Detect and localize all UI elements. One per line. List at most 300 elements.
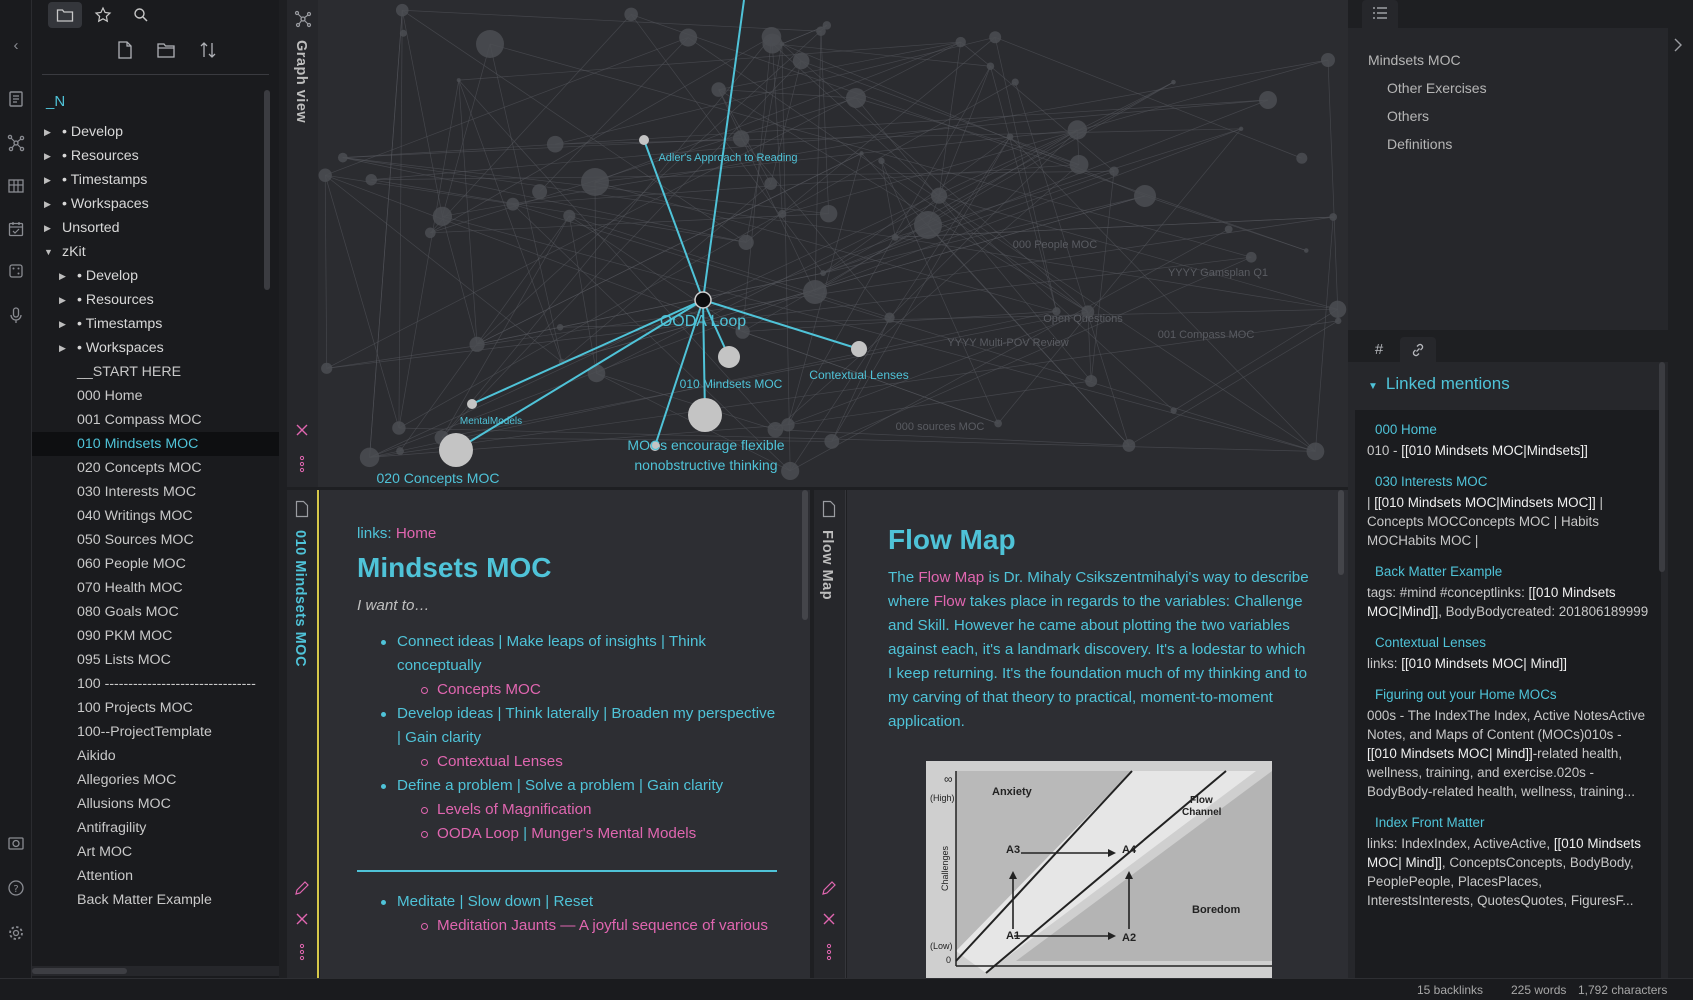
- graph-edge: [823, 137, 1010, 273]
- backlink-entry[interactable]: [1367, 420, 1649, 460]
- note-tab-strip-mindsets[interactable]: [287, 490, 319, 978]
- graph-node[interactable]: [1170, 407, 1176, 413]
- graph-node[interactable]: [1329, 301, 1346, 318]
- folder-item[interactable]: [32, 168, 279, 192]
- file-label: 095 Lists MOC: [77, 652, 171, 668]
- graph-edge: [325, 38, 688, 176]
- graph-edge: [995, 37, 1302, 158]
- backlink-excerpt: [1367, 706, 1649, 801]
- backlink-entry[interactable]: [1367, 685, 1649, 801]
- file-label: 001 Compass MOC: [77, 412, 202, 428]
- dice-icon[interactable]: [6, 262, 26, 282]
- file-label: 100 --------------------------------: [77, 676, 256, 692]
- tab-search[interactable]: [124, 2, 158, 28]
- flow-label: Flow: [1190, 795, 1213, 806]
- graph-edge: [343, 158, 895, 238]
- graph-node[interactable]: [476, 30, 504, 58]
- graph-edge: [371, 100, 1268, 180]
- graph-node[interactable]: [768, 422, 784, 438]
- list-item[interactable]: Define a problem | Solve a problem | Gain clarity: [357, 774, 777, 798]
- backlink-title[interactable]: 000 Home: [1375, 422, 1437, 437]
- graph-node[interactable]: [1012, 78, 1019, 85]
- file-item[interactable]: [32, 624, 279, 648]
- file-label: • Workspaces: [62, 196, 149, 212]
- file-item[interactable]: [32, 864, 279, 888]
- graph-node[interactable]: [679, 29, 697, 47]
- file-item[interactable]: [32, 648, 279, 672]
- backlinks-count: 15 backlinks: [1417, 983, 1484, 997]
- graph-node[interactable]: [1068, 120, 1087, 139]
- more-options-icon[interactable]: [298, 943, 306, 961]
- settings-icon[interactable]: [6, 924, 26, 944]
- backlink-entry[interactable]: [1367, 472, 1649, 550]
- graph-label: MentalModels: [459, 416, 523, 427]
- graph-node[interactable]: [400, 30, 407, 37]
- tab-backlinks[interactable]: [1400, 337, 1436, 362]
- outline-item[interactable]: Mindsets MOC: [1368, 52, 1461, 68]
- file-item[interactable]: [32, 840, 279, 864]
- note-tab-title[interactable]: Flow Map: [819, 530, 835, 601]
- graph-edge: [631, 14, 823, 273]
- backlink-title[interactable]: Figuring out your Home MOCs: [1375, 687, 1557, 702]
- graph-edge: [402, 10, 442, 216]
- file-item[interactable]: [32, 360, 279, 384]
- chevron-right-icon[interactable]: ▶: [59, 343, 66, 353]
- note-scrollbar[interactable]: [1338, 490, 1344, 575]
- graph-node[interactable]: [778, 210, 786, 218]
- backlink-text: , ConceptsConcepts, BodyBody, PeoplePeople, PlacesPlaces, InterestsInterests, QuotesQuotes, FiguresF...: [1367, 855, 1634, 908]
- graph-edge: [788, 381, 1091, 425]
- note-tab-title[interactable]: 010 Mindsets MOC: [292, 530, 308, 667]
- graph-label: 001 Compass MOC: [1157, 329, 1255, 341]
- graph-node[interactable]: [1085, 375, 1097, 387]
- graph-node[interactable]: [1070, 155, 1089, 174]
- graph-node[interactable]: [739, 235, 754, 250]
- note-tab-strip-flow-map[interactable]: [814, 490, 846, 978]
- flow-link[interactable]: Flow: [933, 593, 966, 610]
- graph-tab-title[interactable]: Graph view: [293, 40, 309, 124]
- close-icon[interactable]: [295, 423, 309, 437]
- graph-node[interactable]: [506, 198, 519, 211]
- graph-node[interactable]: [360, 448, 380, 468]
- anxiety-label: Anxiety: [992, 786, 1032, 798]
- kanban-icon[interactable]: [6, 177, 26, 197]
- note-pane-mindsets: [320, 490, 810, 978]
- folder-item[interactable]: [32, 240, 279, 264]
- file-label: Art MOC: [77, 844, 133, 860]
- graph-edge: [961, 42, 991, 66]
- note-title: Flow Map: [888, 524, 1016, 555]
- graph-node[interactable]: [439, 433, 473, 467]
- graph-node[interactable]: [557, 324, 564, 331]
- file-item[interactable]: [32, 720, 279, 744]
- graph-node[interactable]: [1321, 53, 1335, 67]
- file-label: • Resources: [62, 148, 139, 164]
- flow-map-link[interactable]: Flow Map: [918, 569, 985, 586]
- contextual-lenses-link[interactable]: Contextual Lenses: [357, 750, 777, 774]
- graph-edge: [442, 216, 477, 344]
- graph-edge: [343, 100, 1268, 158]
- axis-high-label: (High): [930, 793, 955, 803]
- graph-edge: [325, 175, 742, 331]
- backlink-match: [[010 Mindsets MOC| Mind]]: [1367, 836, 1641, 870]
- graph-node[interactable]: [1134, 185, 1156, 207]
- graph-edge: [1328, 60, 1338, 321]
- file-label: Back Matter Example: [77, 892, 212, 908]
- graph-edge: [325, 175, 399, 428]
- graph-view-icon: [294, 10, 312, 28]
- graph-edge: [801, 61, 1079, 165]
- graph-canvas[interactable]: [318, 0, 1348, 487]
- file-item[interactable]: [32, 696, 279, 720]
- note-content: [357, 522, 777, 938]
- folder-item[interactable]: [32, 312, 279, 336]
- chevron-right-icon[interactable]: ▶: [44, 175, 51, 185]
- graph-node[interactable]: [733, 130, 750, 147]
- list-item[interactable]: Develop ideas | Think laterally | Broaden my perspective | Gain clarity: [357, 702, 777, 750]
- graph-node-active[interactable]: [695, 292, 711, 308]
- list-item: OODA Loop | Munger's Mental Models: [357, 822, 777, 846]
- graph-node[interactable]: [878, 158, 884, 164]
- backlinks-list: [1355, 410, 1661, 978]
- graph-edge: [719, 90, 815, 292]
- calendar-icon[interactable]: [6, 220, 26, 240]
- graph-node[interactable]: [994, 420, 1002, 428]
- file-item[interactable]: [32, 408, 279, 432]
- microphone-icon[interactable]: [6, 306, 26, 326]
- graph-node[interactable]: [547, 136, 564, 153]
- note-scrollbar[interactable]: [802, 490, 808, 620]
- backlinks-scrollbar[interactable]: [1659, 362, 1665, 572]
- backlink-text: -related health, wellness, training, and exercise.020s - BodyBody-related health, wellness, training...: [1367, 746, 1635, 799]
- graph-edge: [459, 80, 562, 362]
- file-item[interactable]: [32, 432, 279, 456]
- note-content: [888, 518, 1313, 734]
- chevron-right-icon[interactable]: ▶: [59, 295, 66, 305]
- collapse-right-icon[interactable]: [1673, 38, 1683, 52]
- edit-icon[interactable]: [294, 880, 310, 896]
- star-icon: [94, 6, 112, 24]
- chevron-right-icon[interactable]: ▶: [44, 151, 51, 161]
- graph-node[interactable]: [718, 346, 740, 368]
- list-item[interactable]: Connect ideas | Make leaps of insights | Think conceptually: [357, 630, 777, 678]
- file-item[interactable]: [32, 480, 279, 504]
- graph-node[interactable]: [1259, 91, 1277, 109]
- folder-item[interactable]: [32, 144, 279, 168]
- file-item[interactable]: [32, 552, 279, 576]
- graph-label: MOCs encourage flexible: [627, 437, 785, 453]
- folder-item[interactable]: [32, 120, 279, 144]
- file-label: __START HERE: [77, 364, 182, 380]
- edit-icon[interactable]: [821, 880, 837, 896]
- graph-node[interactable]: [1246, 252, 1257, 263]
- backlink-match: [[010 Mindsets MOC|Mind]]: [1367, 585, 1616, 619]
- graph-node[interactable]: [532, 184, 547, 199]
- graph-node[interactable]: [820, 205, 837, 222]
- sidebar-scrollbar[interactable]: [264, 90, 270, 290]
- graph-node[interactable]: [884, 313, 894, 323]
- file-item[interactable]: [32, 456, 279, 480]
- hash-icon: #: [1374, 341, 1384, 358]
- graph-edge: [688, 38, 1088, 312]
- help-icon[interactable]: [6, 879, 26, 899]
- graph-edge: [402, 10, 821, 31]
- graph-node[interactable]: [824, 434, 839, 449]
- a2-label: A2: [1122, 932, 1137, 944]
- graph-node[interactable]: [764, 177, 777, 190]
- graph-node[interactable]: [931, 188, 947, 204]
- backlink-title[interactable]: Contextual Lenses: [1375, 635, 1486, 650]
- file-item[interactable]: [32, 768, 279, 792]
- svg-text:?: ?: [13, 884, 19, 895]
- backlink-entry[interactable]: [1367, 633, 1649, 673]
- axis-infinity-label: ∞: [944, 772, 953, 786]
- chevron-down-icon[interactable]: ▼: [44, 247, 53, 257]
- axis-low-label: (Low): [930, 941, 953, 951]
- graph-node[interactable]: [433, 207, 452, 226]
- folder-item[interactable]: [32, 216, 279, 240]
- document-icon: [295, 500, 309, 518]
- graph-edge: [631, 14, 1306, 250]
- graph-edge: [370, 321, 1339, 457]
- graph-view-icon[interactable]: [6, 134, 26, 154]
- file-item[interactable]: [32, 792, 279, 816]
- backlink-excerpt: [1367, 493, 1649, 550]
- backlink-match: [[010 Mindsets MOC|Mindsets]]: [1401, 443, 1588, 458]
- graph-view[interactable]: [318, 0, 1348, 487]
- file-label: • Develop: [77, 268, 138, 284]
- graph-node[interactable]: [396, 4, 409, 17]
- quick-switcher-icon[interactable]: [6, 90, 26, 110]
- file-label: 090 PKM MOC: [77, 628, 173, 644]
- levels-of-magnification-link[interactable]: Levels of Magnification: [357, 798, 777, 822]
- graph-edge: [477, 273, 823, 344]
- outline-item[interactable]: Others: [1387, 108, 1430, 124]
- graph-node[interactable]: [1225, 225, 1233, 233]
- backlink-text: 000s - The IndexThe Index, Active NotesActive Notes, and Maps of Content (MOCs)010s -: [1367, 708, 1646, 742]
- graph-edge: [327, 42, 961, 368]
- graph-node[interactable]: [588, 364, 606, 382]
- close-icon[interactable]: [295, 912, 309, 926]
- backlink-text: | Concepts MOCConcepts MOC | Habits MOCHabits MOC |: [1367, 495, 1603, 548]
- outline-item[interactable]: Other Exercises: [1387, 80, 1487, 96]
- graph-edge: [555, 129, 1241, 144]
- graph-label: YYYY Multi-POV Review: [947, 337, 1069, 349]
- graph-edge: [1315, 217, 1333, 451]
- graph-node[interactable]: [319, 169, 332, 182]
- more-options-icon[interactable]: [298, 455, 306, 473]
- graph-edge: [1174, 309, 1338, 410]
- outline-item[interactable]: Definitions: [1387, 136, 1453, 152]
- backlinks-panel: [1348, 362, 1668, 978]
- graph-node[interactable]: [396, 447, 404, 455]
- graph-node[interactable]: [1239, 127, 1243, 131]
- graph-label: 010 Mindsets MOC: [679, 377, 783, 391]
- graph-node[interactable]: [688, 398, 722, 432]
- graph-label: YYYY Gamsplan Q1: [1167, 267, 1269, 279]
- home-link[interactable]: Home: [395, 525, 437, 542]
- new-folder-icon[interactable]: [156, 40, 176, 64]
- file-item[interactable]: [32, 576, 279, 600]
- meditation-jaunts-link[interactable]: Meditation Jaunts — A joyful sequence of various: [357, 914, 777, 938]
- graph-node[interactable]: [1307, 442, 1325, 460]
- folder-item[interactable]: [32, 264, 279, 288]
- file-item[interactable]: [32, 888, 279, 912]
- graph-node[interactable]: [820, 270, 826, 276]
- mindset-list: [357, 630, 777, 846]
- graph-node[interactable]: [987, 62, 995, 70]
- graph-node[interactable]: [955, 37, 965, 47]
- graph-node[interactable]: [711, 82, 726, 97]
- graph-node[interactable]: [392, 421, 405, 434]
- graph-label: nonobstructive thinking: [634, 457, 778, 473]
- graph-node[interactable]: [1109, 166, 1119, 176]
- linked-mentions-header[interactable]: ▼ Linked mentions: [1368, 374, 1510, 393]
- tab-tags[interactable]: [1362, 337, 1396, 362]
- graph-node[interactable]: [914, 211, 942, 239]
- graph-node[interactable]: [624, 8, 638, 22]
- graph-node[interactable]: [1329, 213, 1337, 221]
- tab-file-explorer[interactable]: [48, 2, 82, 28]
- graph-node[interactable]: [989, 31, 1001, 43]
- file-label: 050 Sources MOC: [77, 532, 194, 548]
- backlink-text: links: IndexIndex, ActiveActive,: [1367, 836, 1554, 851]
- file-item[interactable]: [32, 672, 279, 696]
- graph-node[interactable]: [563, 210, 575, 222]
- boredom-label: Boredom: [1192, 904, 1241, 916]
- sidebar-horizontal-scrollbar[interactable]: [32, 966, 279, 976]
- chevron-right-icon[interactable]: ▶: [59, 319, 66, 329]
- graph-label: OODA Loop: [659, 313, 747, 330]
- file-item[interactable]: [32, 504, 279, 528]
- graph-node[interactable]: [469, 337, 484, 352]
- graph-edge: [990, 66, 1056, 311]
- graph-node[interactable]: [793, 53, 810, 70]
- graph-node[interactable]: [639, 135, 649, 145]
- note-pane-flow-map: [847, 490, 1348, 978]
- close-icon[interactable]: [822, 912, 836, 926]
- backlink-match: [[010 Mindsets MOC|Mindsets MOC]]: [1374, 495, 1596, 510]
- meditate-list: [357, 890, 777, 938]
- graph-node[interactable]: [892, 234, 899, 241]
- a3-label: A3: [1006, 844, 1021, 856]
- file-label: 000 Home: [77, 388, 143, 404]
- collapse-left-icon[interactable]: ‹: [13, 37, 19, 54]
- backlink-text: |: [1367, 495, 1375, 510]
- graph-edge: [343, 158, 746, 243]
- graph-node[interactable]: [321, 363, 332, 374]
- sort-icon[interactable]: [198, 40, 218, 64]
- graph-label: 020 Concepts MOC: [376, 470, 500, 486]
- graph-node[interactable]: [338, 153, 348, 163]
- concepts-moc-link[interactable]: Concepts MOC: [357, 678, 777, 702]
- file-actions: [42, 30, 269, 75]
- folder-item[interactable]: [32, 192, 279, 216]
- graph-edge: [442, 60, 1328, 216]
- tab-starred[interactable]: [86, 2, 120, 28]
- graph-node[interactable]: [1335, 318, 1341, 324]
- backlink-title[interactable]: Back Matter Example: [1375, 564, 1503, 579]
- vault-name[interactable]: _N: [46, 93, 66, 110]
- link-icon: [1410, 342, 1426, 358]
- graph-node[interactable]: [816, 26, 826, 36]
- graph-node[interactable]: [1007, 133, 1014, 140]
- file-item[interactable]: [32, 384, 279, 408]
- chevron-right-icon[interactable]: ▶: [44, 199, 51, 209]
- mungers-mental-models-link[interactable]: Munger's Mental Models: [531, 825, 697, 842]
- graph-node[interactable]: [1296, 153, 1307, 164]
- chevron-right-icon[interactable]: ▶: [44, 127, 51, 137]
- file-label: Antifragility: [77, 820, 147, 836]
- backlink-excerpt: [1367, 834, 1649, 910]
- file-item[interactable]: [32, 744, 279, 768]
- tab-outline[interactable]: [1362, 0, 1398, 28]
- folder-item[interactable]: [32, 336, 279, 360]
- graph-node[interactable]: [1123, 439, 1136, 452]
- graph-node[interactable]: [781, 418, 794, 431]
- file-item[interactable]: [32, 816, 279, 840]
- file-label: Allegories MOC: [77, 772, 177, 788]
- graph-node[interactable]: [859, 151, 863, 155]
- graph-node[interactable]: [467, 399, 477, 409]
- note-title: Mindsets MOC: [357, 552, 552, 583]
- document-icon: [822, 500, 836, 518]
- graph-label: 000 sources MOC: [895, 421, 985, 433]
- search-icon: [132, 6, 150, 24]
- chevron-down-icon: ▼: [1368, 381, 1378, 392]
- file-label: Allusions MOC: [77, 796, 171, 812]
- graph-node[interactable]: [581, 168, 609, 196]
- ooda-loop-link[interactable]: OODA Loop: [437, 825, 519, 842]
- backlink-title[interactable]: Index Front Matter: [1375, 815, 1485, 830]
- file-label: • Resources: [77, 292, 154, 308]
- vault-icon[interactable]: [6, 834, 26, 854]
- backlink-excerpt: [1367, 654, 1649, 673]
- chevron-right-icon[interactable]: ▶: [59, 271, 66, 281]
- more-options-icon[interactable]: [825, 943, 833, 961]
- graph-edge: [430, 98, 856, 233]
- graph-node[interactable]: [781, 462, 799, 480]
- graph-edge: [881, 161, 1315, 451]
- file-item[interactable]: [32, 528, 279, 552]
- graph-node[interactable]: [366, 174, 377, 185]
- chevron-right-icon[interactable]: ▶: [44, 223, 51, 233]
- file-item[interactable]: [32, 600, 279, 624]
- graph-edge: [325, 175, 326, 368]
- graph-node[interactable]: [846, 88, 866, 108]
- graph-edge: [459, 80, 477, 344]
- graph-node[interactable]: [762, 27, 782, 47]
- graph-node[interactable]: [1304, 248, 1309, 253]
- graph-node[interactable]: [851, 341, 867, 357]
- graph-tab-strip[interactable]: [287, 0, 319, 487]
- file-label: 100--ProjectTemplate: [77, 724, 212, 740]
- backlink-entry[interactable]: [1367, 562, 1649, 621]
- graph-node[interactable]: [1171, 80, 1176, 85]
- graph-node[interactable]: [803, 280, 827, 304]
- backlink-entry[interactable]: [1367, 813, 1649, 910]
- outline-list: [1348, 28, 1668, 158]
- graph-node[interactable]: [425, 227, 436, 238]
- file-explorer: [32, 0, 279, 978]
- graph-label: Contextual Lenses: [809, 368, 909, 382]
- graph-node[interactable]: [457, 78, 461, 82]
- backlink-title[interactable]: 030 Interests MOC: [1375, 474, 1488, 489]
- new-note-icon[interactable]: [116, 40, 134, 64]
- folder-item[interactable]: [32, 288, 279, 312]
- list-item[interactable]: Meditate | Slow down | Reset: [357, 890, 777, 914]
- file-label: • Timestamps: [77, 316, 163, 332]
